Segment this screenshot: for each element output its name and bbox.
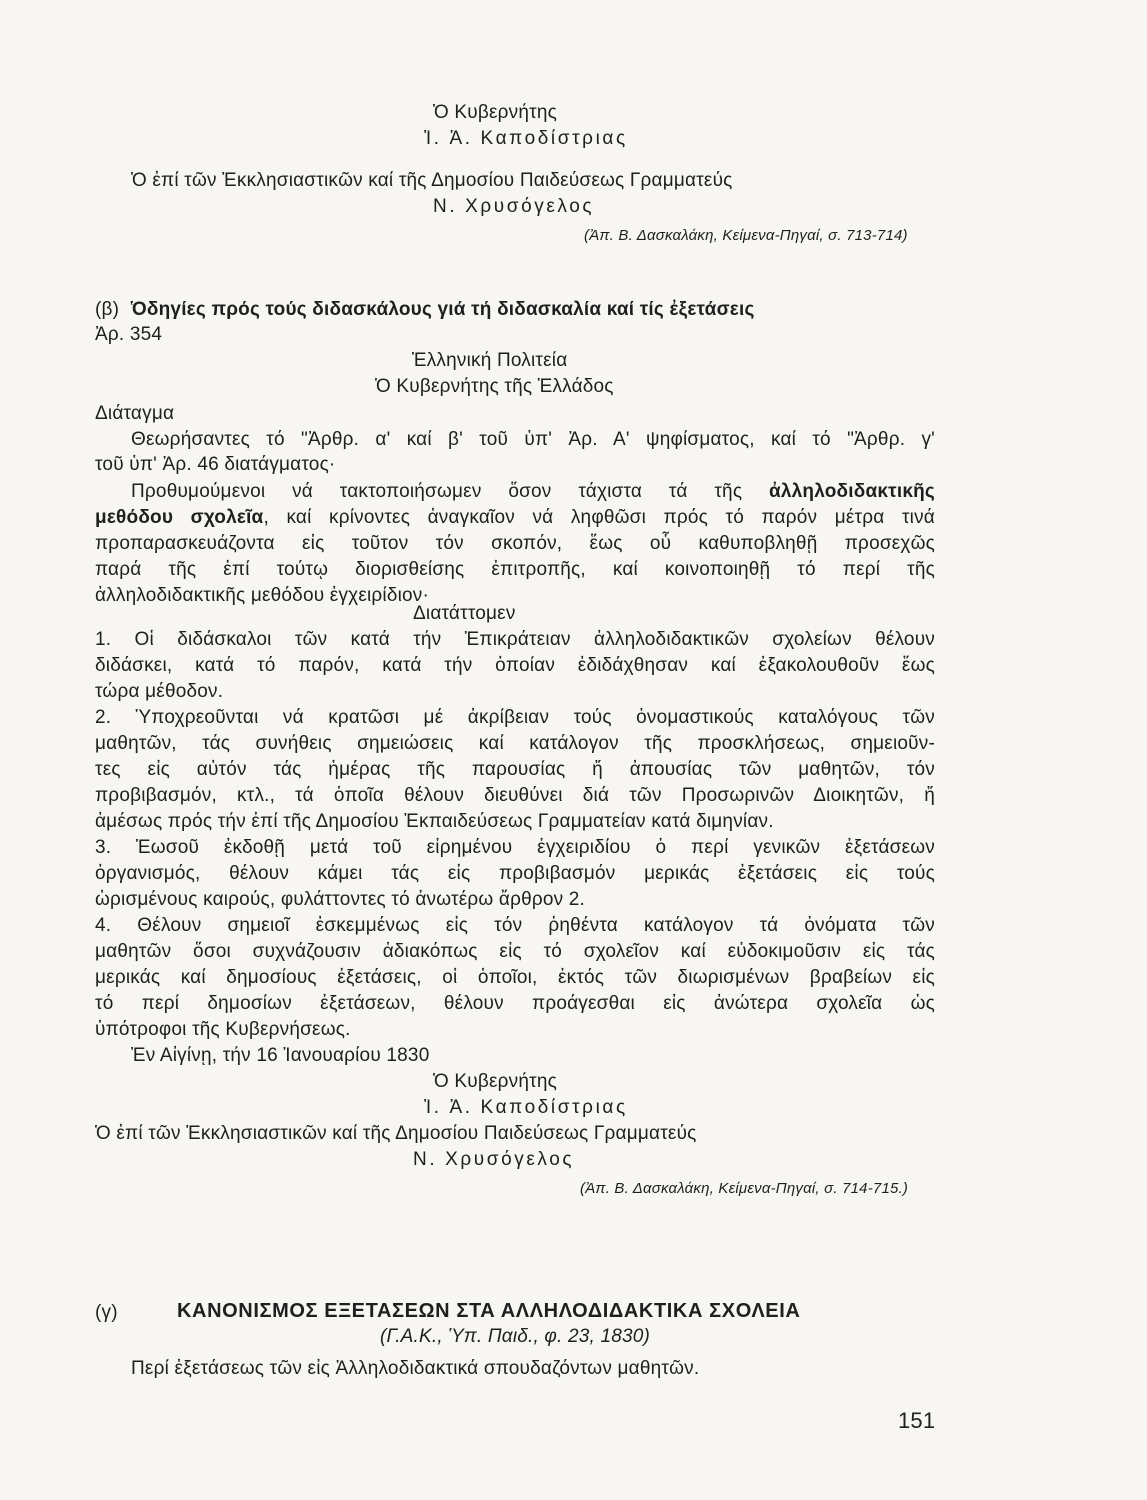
paragraph-line: παρά τῆς ἐπί τούτῳ διορισθείσης ἐπιτροπῆς, καί κοινοποιηθῇ τό περί τῆς (95, 559, 935, 580)
decree-label: Διάταγμα (95, 403, 175, 424)
section-marker: (γ) (95, 1302, 118, 1323)
section-heading: Ὁδηγίες πρός τούς διδασκάλους γιά τή διδασκαλία καί τίς ἐξετάσεις (131, 299, 755, 320)
place-date: Ἐν Αἰγίνῃ, τήν 16 Ἰανουαρίου 1830 (131, 1045, 430, 1066)
governor-label: Ὁ Κυβερνήτης (433, 102, 557, 123)
section-marker: (β) (95, 299, 120, 320)
secretary-title: Ὁ ἐπί τῶν Ἐκκλησιαστικῶν καί τῆς Δημοσίου Παιδεύσεως Γραμματεύς (95, 1123, 697, 1144)
article-line: 2. Ὑποχρεοῦνται νά κρατῶσι μέ ἀκρίβειαν τούς ὀνομαστικούς καταλόγους τῶν (95, 707, 935, 728)
ordain-label: Διατάττομεν (413, 603, 516, 624)
archive-source: (Γ.Α.Κ., Ὑπ. Παιδ., φ. 23, 1830) (380, 1326, 651, 1347)
article-line: ἀμέσως πρός τήν ἐπί τῆς Δημοσίου Ἐκπαιδεύσεως Γραμματείαν κατά διμηνίαν. (95, 811, 774, 832)
article-line: προβιβασμόν, κτλ., τά ὁποῖα θέλουν διευθύνει διά τῶν Προσωρινῶν Διοικητῶν, ἤ (95, 785, 935, 806)
article-line: μερικάς καί δημοσίους ἐξετάσεις, οἱ ὁποῖοι, ἐκτός τῶν διωρισμένων βραβείων εἰς (95, 967, 935, 988)
secretary-name: Ν. Χρυσόγελος (433, 196, 595, 217)
paragraph-line: Προθυμούμενοι νά τακτοποιήσωμεν ὅσον τάχιστα τά τῆς ἀλληλοδιδακτικῆς (131, 481, 935, 502)
section-subject: Περί ἐξετάσεως τῶν εἰς Ἀλληλοδιδακτικά σπουδαζόντων μαθητῶν. (131, 1358, 700, 1379)
article-line: ὡρισμένους καιρούς, φυλάττοντες τό ἀνωτέρω ἄρθρον 2. (95, 889, 586, 910)
paragraph-line: μεθόδου σχολεῖα, καί κρίνοντες ἀναγκαῖον νά ληφθῶσι πρός τό παρόν μέτρα τινά (95, 507, 935, 528)
article-line: τώρα μέθοδον. (95, 681, 224, 702)
decree-number: Ἀρ. 354 (95, 324, 163, 345)
paragraph-line: προπαρασκευάζοντα εἰς τοῦτον τόν σκοπόν, ἕως οὗ καθυποβληθῇ προσεχῶς (95, 533, 935, 554)
article-line: τες εἰς αὐτόν τάς ἡμέρας τῆς παρουσίας ἤ ἀπουσίας τῶν μαθητῶν, τόν (95, 759, 935, 780)
article-line: ὀργανισμός, θέλουν κάμει τάς εἰς προβιβασμόν μερικάς ἐξετάσεις εἰς τούς (95, 863, 935, 884)
page-number: 151 (898, 1408, 936, 1433)
governor-of: Ὁ Κυβερνήτης τῆς Ἑλλάδος (375, 376, 614, 397)
section-heading: ΚΑΝΟΝΙΣΜΟΣ ΕΞΕΤΑΣΕΩΝ ΣΤΑ ΑΛΛΗΛΟΔΙΔΑΚΤΙΚΑ ΣΧΟΛΕΙΑ (177, 1300, 801, 1322)
article-line: τό περί δημοσίων ἐξετάσεων, θέλουν προάγεσθαι εἰς ἀνώτερα σχολεῖα ὡς (95, 993, 935, 1014)
article-line: μαθητῶν ὅσοι συχνάζουσιν ἀδιακόπως εἰς τό σχολεῖον καί εὐδοκιμοῦσιν εἰς τάς (95, 941, 935, 962)
governor-label: Ὁ Κυβερνήτης (433, 1071, 557, 1092)
article-line: ὑπότροφοι τῆς Κυβερνήσεως. (95, 1019, 351, 1040)
considering-line: τοῦ ὑπ' Ἀρ. 46 διατάγματος· (95, 454, 336, 475)
article-line: 3. Ἑωσοῦ ἐκδοθῇ μετά τοῦ εἰρημένου ἐγχειριδίου ὁ περί γενικῶν ἐξετάσεων (95, 837, 935, 858)
article-line: διδάσκει, κατά τό παρόν, κατά τήν ὁποίαν ἐδιδάχθησαν καί ἐξακολουθοῦν ἕως (95, 655, 935, 676)
paragraph-line: ἀλληλοδιδακτικῆς μεθόδου ἐγχειρίδιον· (95, 585, 430, 606)
state-name: Ἑλληνική Πολιτεία (412, 350, 568, 371)
governor-name: Ἰ. Ἀ. Καποδίστριας (424, 1097, 628, 1118)
secretary-title: Ὁ ἐπί τῶν Ἐκκλησιαστικῶν καί τῆς Δημοσίου Παιδεύσεως Γραμματεύς (131, 170, 733, 191)
article-line: 4. Θέλουν σημειοῖ ἐσκεμμένως εἰς τόν ῥηθέντα κατάλογον τά ὀνόματα τῶν (95, 915, 935, 936)
secretary-name: Ν. Χρυσόγελος (413, 1149, 575, 1170)
citation: (Ἀπ. Β. Δασκαλάκη, Κείμενα-Πηγαί, σ. 713-714) (584, 227, 908, 244)
considering-line: Θεωρήσαντες τό "Ἀρθρ. α' καί β' τοῦ ὑπ' Ἀρ. Α' ψηφίσματος, καί τό "Ἀρθρ. γ' (131, 429, 935, 450)
citation: (Ἀπ. Β. Δασκαλάκη, Κείμενα-Πηγαί, σ. 714-715.) (580, 1180, 909, 1197)
article-line: μαθητῶν, τάς συνήθεις σημειώσεις καί κατάλογον τῆς προσκλήσεως, σημειοῦν- (95, 733, 935, 754)
article-line: 1. Οἱ διδάσκαλοι τῶν κατά τήν Ἐπικράτειαν ἀλληλοδιδακτικῶν σχολείων θέλουν (95, 629, 935, 650)
governor-name: Ἰ. Ἀ. Καποδίστριας (424, 128, 628, 149)
